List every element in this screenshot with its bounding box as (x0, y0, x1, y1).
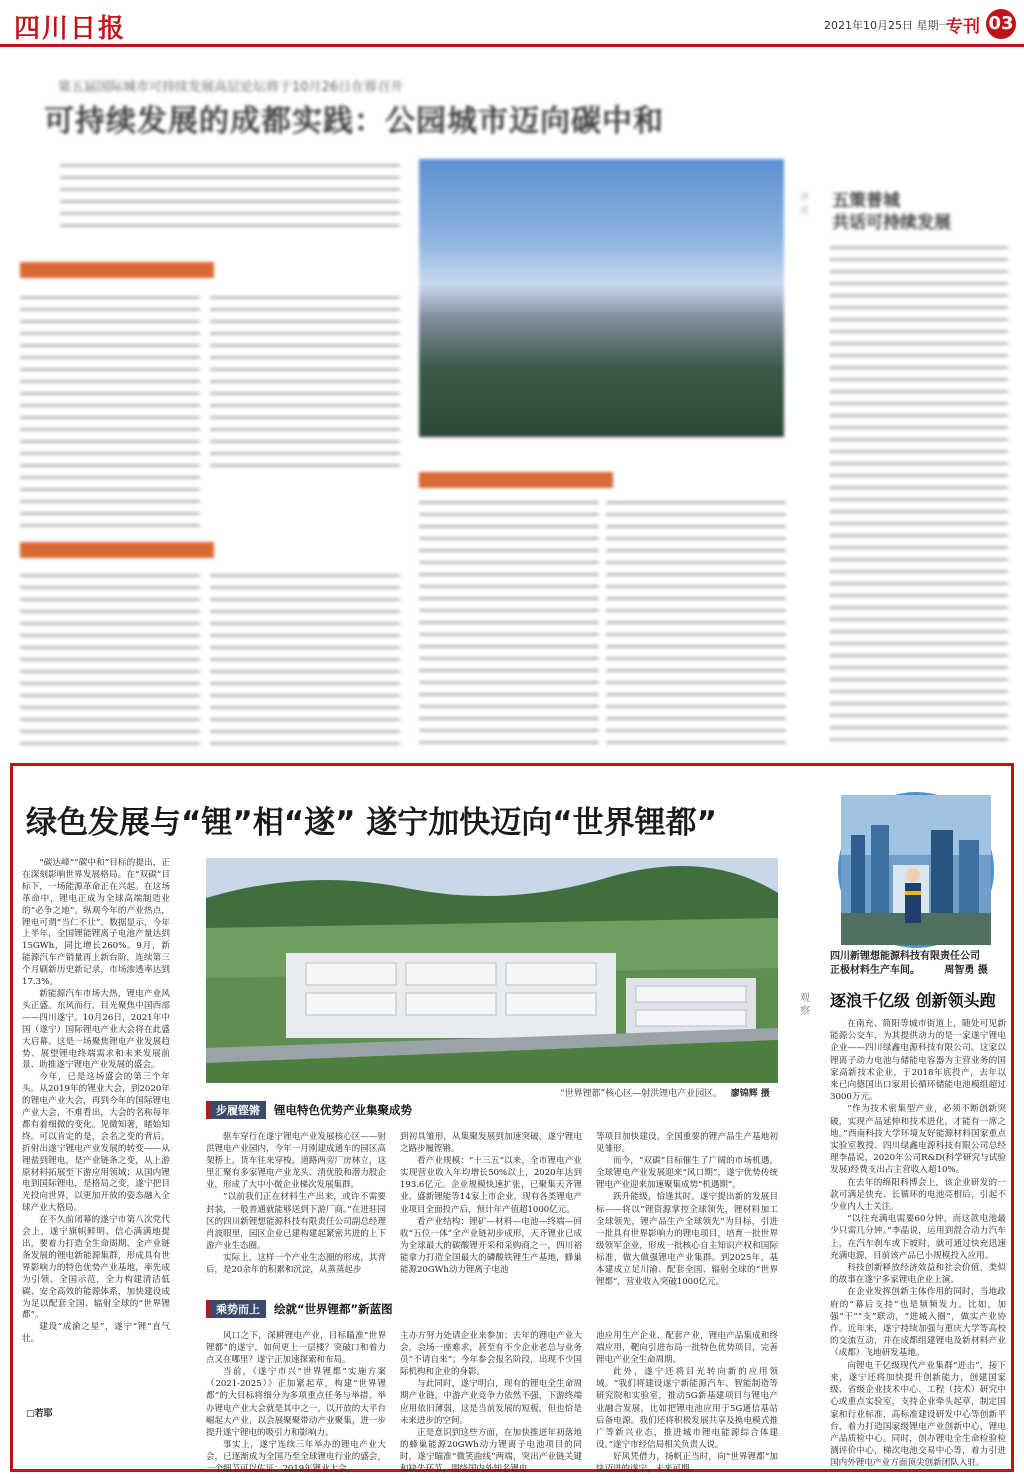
intro-column: “碳达峰”“碳中和”目标的提出，正在深刻影响世界发展格局。在“双碳”目标下，一场能源革命正在兴起。在这场革命中，锂电正成为全球高端制造业的“必争之地”。纵观今年的产业热点，锂电可谓“当仁不让”。数据显示，今年上半年，全国锂能锂离子电池产量达到15GWh，同比增长260%。9月，新能源汽车产销量再上新台阶，连续第三个月刷新历史新记录，市场渗透率达到17.3%。 新能源汽车市场大热，锂电产业风头正盛。东风而行，目光聚焦中国西部——四川遂宁。10月26日，2021年中国（遂宁）国际锂电产业大会将在此盛大启幕。这是一场聚焦锂电产业发展趋势、展望锂电终端需求和未来发展前景、助推遂宁锂电产业发展的盛会。 今年，已是这场盛会的第三个年头。从2019年的锂业大会，到2020年的锂电产业大会，再到今年的国际锂电产业大会，不难看出，大会的名称每年都有着细微的变化。见微知著，睹始知终。可以肯定的是，会名之变的背后，折射出遂宁锂电产业发展的转变——从锂盐到锂电，是产业链条之变，从上游原材料拓展至下游应用领域；从国内锂电到国际锂电，是格局之变，遂宁把目光投向世界，以更加开放的姿态融入全球产业大格局。 在不久前闭幕的遂宁市第八次党代会上，遂宁旗帜鲜明、信心满满地提出，要着力打造全生命周期、全产业链条发展的锂电新能源集群，形成具有世界影响力的特色优势产业基地，率先成为引领、全国示范，全力构建清洁低碳、安全高效的能源体系，加快建设成为足以配套全国、辐射全球的“世界锂都”。 建设“成渝之星”，遂宁“锂”直气壮。 (22, 858, 170, 1345)
top-subhead-2 (20, 542, 214, 558)
industrial-park-photo (206, 858, 778, 1083)
top-col-2 (210, 290, 400, 470)
top-lead-text (60, 158, 400, 234)
author-byline: □若耶 (26, 1409, 53, 1419)
top-article-title: 可持续发展的成都实践：公园城市迈向碳中和 (44, 104, 664, 139)
section-2-title: 绘就“世界锂都”新蓝图 (274, 1301, 393, 1316)
top-sidebar-text (830, 240, 1008, 745)
masthead-logo: 四川日报 (14, 14, 127, 44)
section-1-col-3: 等项目加快建设，全国重要的锂产品生产基地初见雏形。 而今，“双碳”目标催生了广阔的市场机遇，全球锂电产业发展迎来“风口期”，遂宁优势传统锂电产业迎来加速聚集成势“机遇期”。 跃升能级，恰逢其时。遂宁提出新的发展目标——将以“锂资源掌控全球领先，锂材料加工全球领先，锂产品生产全球领先”为目标，引进一批具有世界影响力的锂电项目，培育一批世界级领军企业，形成一批核心自主知识产权和国际标准，做大做强锂电产业集群。到2025年，基本建成立足川渝、配套全国、辐射全球的“世界锂都”，营业收入突破1000亿元。 (596, 1132, 778, 1288)
top-col-1 (20, 290, 200, 530)
observation-body: 在南充、简阳等城市街道上，随处可见新能源公交车，为其提供动力的是一家遂宁锂电企业——四川绿鑫电源科技有限公司。这家以锂离子动力电池与储能电容器为主营业务的国家高新技术企业，于2018年底投产，去年以来已向德国出口家用长循环储能电池模组超过3000万元。 “作为技术密集型产业，必须不断创新突破，实现产品延伸和技术进化，才能有一席之地。”西南科技大学环境友好能源材料国家重点实验室教授、四川绿鑫电源科技有限公司总经理李晶说，2020年公司R&D(科学研究与试验发展)经费支出占主营收入超10%。 在去年的绵阳科博会上，该企业研发的一款可满足快充、长循环的电池亮相后，引起不少业内人士关注。 “以往充满电需要60分钟，而这款电池最少只需几分钟。”李晶说，运用到混合动力汽车上，在汽车刹车或下坡时，就可通过快充迅速充满电源，目前该产品已小规模投入应用。 科技创新释放经济效益和社会价值，类似的故事在遂宁多家锂电企业上演。 在企业发挥创新主体作用的同时，当地政府的“幕后支持”也是频频发力。比如，加强“干”“支”联动，“进城入圈”，做实产业协作。近年来，遂宁持续加强与重庆大学等高校的交流互动，并在成都组建锂电及新材料产业（成都）飞地研发基地。 向锂电千亿级现代产业集群“进击”，接下来，遂宁还将加快提升创新能力，创建国家级、省级企业技术中心、工程（技术）研究中心或重点实验室，支持企业牵头起草，制定国家和行业标准，高标准建设研发中心等创新平台，着力打造国家级锂电产业创新中心，锂电产品质检中心。同时，创办锂电全生命检验检测评价中心，梯次电池交易中心等，着力引进国内外锂电产业方面顶尖创新团队入驻。 (830, 1019, 1006, 1469)
top-subhead-1 (20, 262, 214, 278)
top-col-3 (20, 568, 200, 748)
issue-date: 2021年10月25日 星期一 (824, 19, 950, 32)
top-sidebar-title: 五策普城 共话可持续发展 (832, 191, 951, 233)
section-1-tag: 步履铿锵 (206, 1101, 266, 1119)
top-subhead-3 (419, 472, 613, 488)
city-skyline-photo (419, 159, 784, 437)
section-2-tag: 乘势而上 (206, 1300, 266, 1318)
section-2-col-2: 主办方努力处请企业来参加；去年的锂电产业大会，会场一座难求，甚至有不少企业老总与业务员“不请自来”；今年参会报名阶段，出现不少国际机构和企业的身影。 与此同时，遂宁明白，现有的锂电全生命周期产业链，中游产业竞争力依然不强，下游终端应用依旧薄弱，这是当前发展的短板，但也恰是未来进步的空间。 正是意识到这些方面，在加快推进年初落地的蜂巢能源20GWh动力锂离子电池项目的同时，遂宁瞄准“微笑曲线”两端，突出产业链关键和缺失环节，围绕国内外知名锂电 (400, 1331, 582, 1475)
header-rule (0, 44, 1024, 47)
section-2-col-3: 池应用生产企业、配套产业，锂电产品集成和终端应用，靶向引进布局一批特色优势项目，完善锂电产业全生命周期。 此外，遂宁还将目光转向新的应用领域。“我们将建设遂宁新能源汽车、智能制造等研究院和实验室，推动5G新基建项目与锂电产业融合发展，比如把锂电池应用于5G通信基站后备电源。我们还将积极发展共享及换电模式推广等新兴业态，推进城市锂电能源综合体建设。”遂宁市经信局相关负责人说。 好风凭借力，扬帆正当时，向“世界锂都”加快迈进的遂宁，未来可期。 (596, 1331, 778, 1475)
section-1-header (206, 1101, 412, 1118)
page-number: 03 (986, 9, 1016, 39)
section-1-col-1: 驱车穿行在遂宁锂电产业发展核心区——射洪锂电产业园内，今年一月刚建成通车的园区高架桥上，货车往来穿梭，道路两旁厂房林立，这里汇聚有多家锂电产业龙头、清优股和潜力股企业，形成了大中小微企业梯次发展集群。 “以前我们正在材料生产出来，或许不需要封装，一般普通就能够送到下游厂商。”在进驻园区的四川新锂想能源科技有限责任公司副总经理肖波眼里，园区企业已建构建起紧密共进的上下游产业生态圈。 实际上，这样一个产业生态圈的形成，其背后，是20余年的积累和沉淀，从蒸蒸起步 (206, 1132, 386, 1276)
section-label: 专刊 (946, 17, 980, 37)
feature-title: 绿色发展与“锂”相“遂” 遂宁加快迈向“世界锂都” (26, 805, 718, 841)
section-2-col-1: 风口之下，深耕锂电产业，目标瞄准“世界锂都”的遂宁，如何更上一层楼？突破口和着力点又在哪里？遂宁正加速探索和布局。 当前，《遂宁市兴“世界锂都”实施方案（2021-2025）》正加紧起草，构建“世界锂都”的大目标将细分为多项重点任务与举措。举办锂电产业大会就是其中之一，以开放的大平台崛起大产业，以会展聚聚带动产业聚集，进一步提升遂宁锂电的吸引力和影响力。 事实上，遂宁连续三年举办的锂电产业大会，已逐渐成为全国乃至全球锂电行业的盛会，一个细节可以佐证：2019年锂业大会， (206, 1331, 386, 1475)
section-2-header (206, 1300, 393, 1317)
top-col-5 (419, 495, 599, 745)
photo-caption: “世界锂都”核心区—射洪锂电产业园区。 廖锦辉 摄 (560, 1089, 770, 1099)
factory-circle-photo (838, 792, 994, 948)
section-1-title: 锂电特色优势产业集聚成势 (274, 1102, 412, 1117)
observation-label: 观察 (800, 993, 810, 1017)
observation-title: 逐浪千亿级 创新领头跑 (830, 991, 996, 1010)
top-side-label: 评论 (800, 193, 810, 216)
top-col-4 (210, 568, 400, 748)
section-1-col-2: 到初具雏形，从集聚发展到加速突破，遂宁锂电之路步履铿锵。 看产业规模：“十三五”以来，全市锂电产业实现营业收入年均增长50%以上，2020年达到193.6亿元。企业规模快速扩张，已聚集天齐锂业、盛新锂能等14家上市企业，现有各类锂电产业项目全面投产后，预计年产值超1000亿元。 看产业结构：锂矿—材料—电池—终端—回收“五位一体”全产业链初步成形，天齐锂业已成为全球最大的碳酸锂开采和采购商之一，四川裕能拿力打造全国最大的磷酸铁锂生产基地，蜂巢能源20GWh动力锂离子电池 (400, 1132, 582, 1276)
top-article-kicker: 第五届国际城市可持续发展高层论坛将于10月26日在蓉召开 (58, 80, 404, 95)
circle-photo-credit: 周智勇 摄 (944, 965, 988, 976)
photo-credit: 廖锦辉 摄 (730, 1089, 770, 1099)
top-col-6 (606, 495, 786, 745)
circle-photo-caption: 四川新锂想能源科技有限责任公司 正极材料生产车间。 周智勇 摄 (830, 951, 988, 976)
